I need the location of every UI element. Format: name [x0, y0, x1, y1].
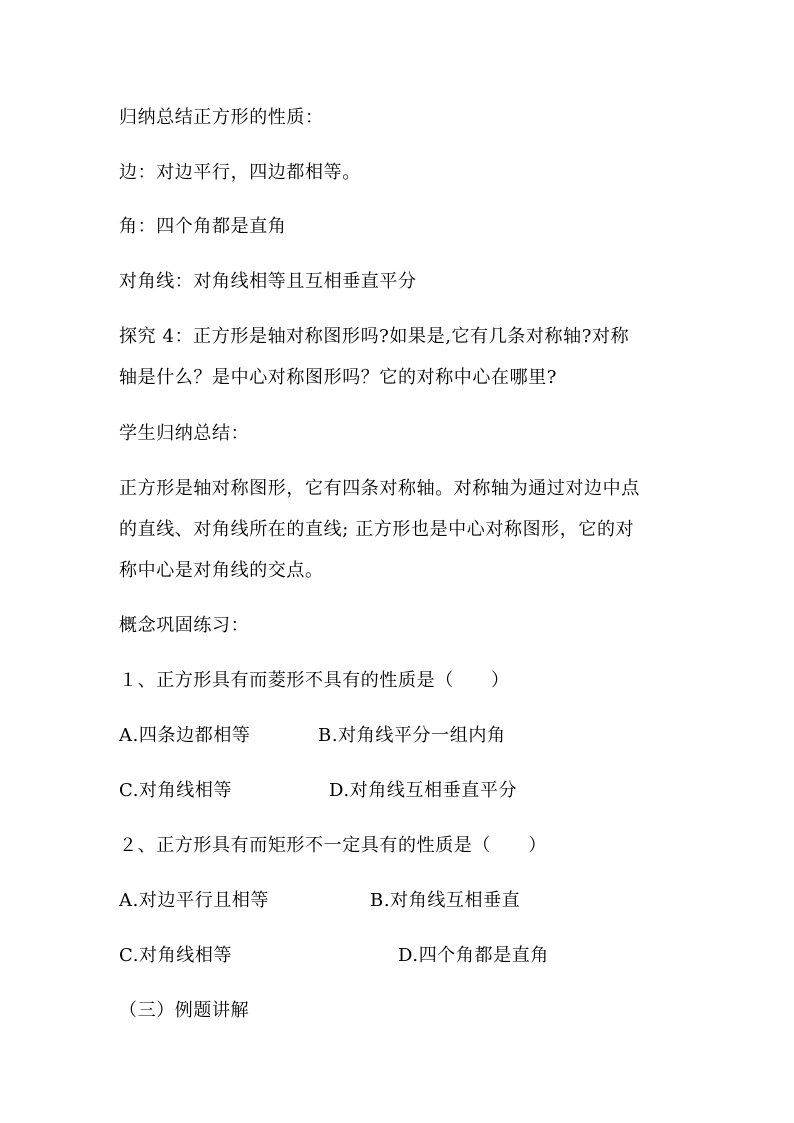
summary-title: 归纳总结正方形的性质： — [119, 107, 324, 128]
question-2-option-a: A.对边平行且相等 — [119, 890, 270, 911]
property-diagonal: 对角线：对角线相等且互相垂直平分 — [119, 271, 417, 292]
conclusion-line-3: 称中心是对角线的交点。 — [119, 560, 324, 581]
question-1-option-d: D.对角线互相垂直平分 — [329, 780, 518, 801]
property-angle: 角：四个角都是直角 — [119, 216, 287, 237]
question-2-stem: ２、正方形具有而矩形不一定具有的性质是（ ） — [119, 835, 547, 856]
explore-question-line-2: 轴是什么？是中心对称图形吗？它的对称中心在哪里? — [119, 367, 558, 388]
practice-title: 概念巩固练习： — [119, 615, 250, 636]
explore-question-line-1: 探究 4：正方形是轴对称图形吗?如果是,它有几条对称轴?对称 — [119, 326, 630, 347]
section-heading: （三）例题讲解 — [119, 1000, 250, 1021]
student-summary-title: 学生归纳总结： — [119, 423, 250, 444]
question-1-option-b: B.对角线平分一组内角 — [318, 725, 506, 746]
conclusion-line-2: 的直线、对角线所在的直线; 正方形也是中心对称图形，它的对 — [119, 519, 635, 540]
property-side: 边：对边平行，四边都相等。 — [119, 162, 361, 183]
question-2-option-d: D.四个角都是直角 — [398, 945, 549, 966]
question-1-option-c: C.对角线相等 — [119, 780, 233, 801]
question-1-stem: １、正方形具有而菱形不具有的性质是（ ） — [119, 670, 510, 691]
conclusion-line-1: 正方形是轴对称图形，它有四条对称轴。对称轴为通过对边中点 — [119, 478, 640, 499]
question-2-option-c: C.对角线相等 — [119, 945, 233, 966]
question-2-option-b: B.对角线互相垂直 — [370, 890, 521, 911]
question-1-option-a: A.四条边都相等 — [119, 725, 251, 746]
